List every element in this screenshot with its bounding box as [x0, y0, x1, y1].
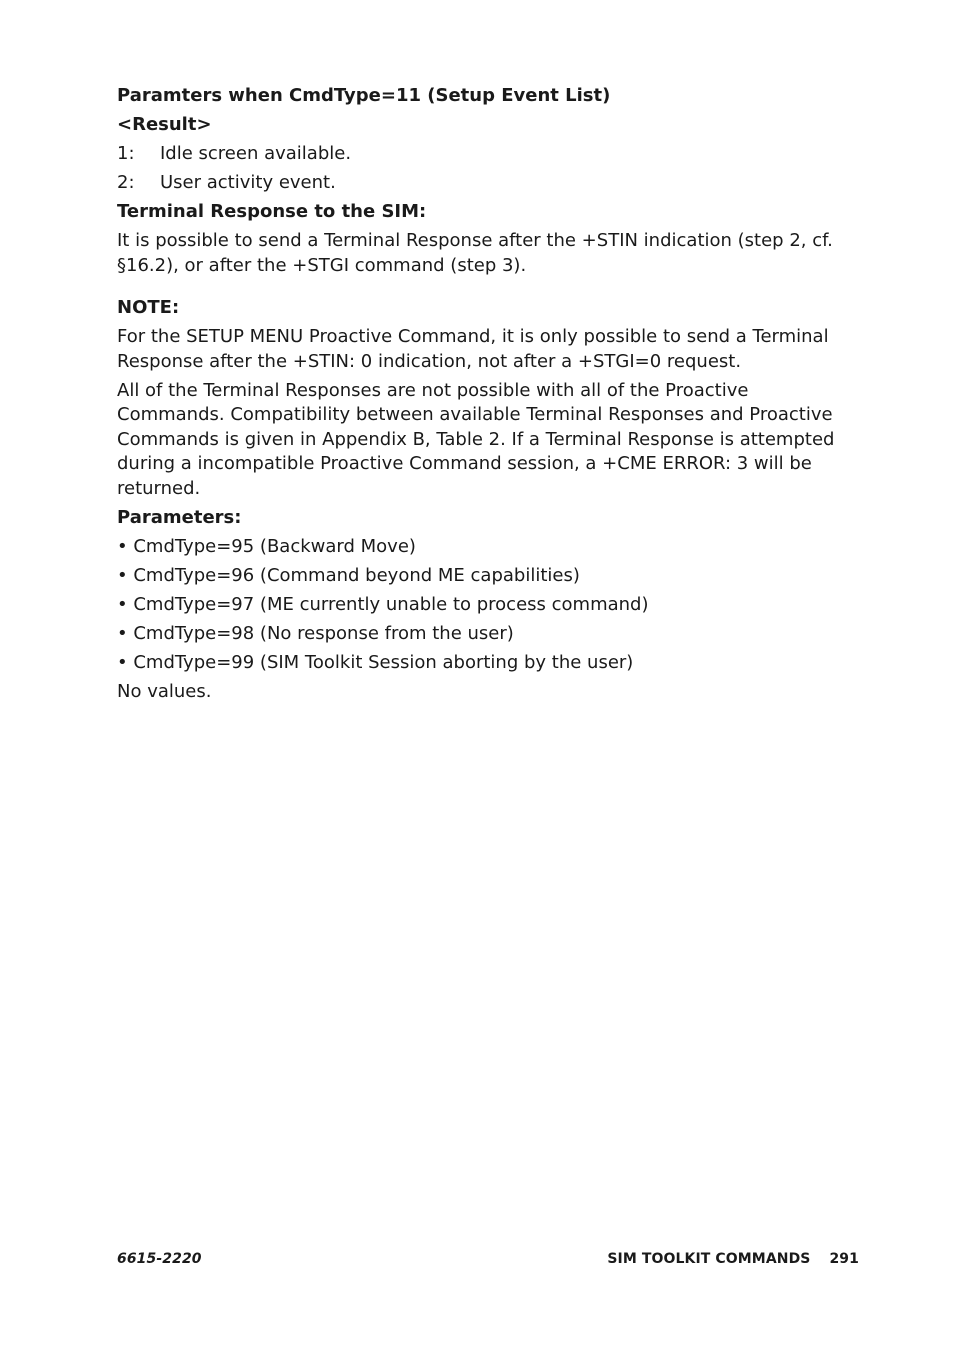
note-paragraph-2: All of the Terminal Responses are not possible with all of the Proactive Commands. Compatibility between available Terminal Responses and Proactive Commands is given in Appendix B, Table 2. If a Terminal Response is attempted during a incompatible Proactive Command session, a +CME ERROR: 3 will be returned.	[117, 379, 835, 499]
result-item	[117, 142, 842, 167]
result-number: 1:	[117, 143, 135, 164]
page-number: 291	[829, 1251, 859, 1267]
section-title: SIM TOOLKIT COMMANDS	[607, 1251, 811, 1267]
parameter-item: • CmdType=96 (Command beyond ME capabilities)	[117, 564, 580, 586]
document-number: 6615-2220	[117, 1251, 202, 1267]
note-heading: NOTE:	[117, 297, 180, 318]
page-content	[117, 84, 842, 709]
parameter-item: • CmdType=95 (Backward Move)	[117, 535, 416, 557]
parameters-heading: Parameters:	[117, 506, 242, 528]
result-label: <Result>	[117, 114, 212, 135]
page-footer	[117, 1251, 859, 1267]
parameter-item: • CmdType=97 (ME currently unable to process command)	[117, 593, 649, 615]
terminal-response-text: It is possible to send a Terminal Response after the +STIN indication (step 2, cf. §16.2), or after the +STGI command (step 3).	[117, 230, 833, 276]
no-values-text: No values.	[117, 680, 212, 702]
parameter-item: • CmdType=99 (SIM Toolkit Session aborting by the user)	[117, 651, 634, 673]
parameter-item: • CmdType=98 (No response from the user)	[117, 622, 514, 644]
terminal-response-heading: Terminal Response to the SIM:	[117, 201, 427, 222]
result-text: User activity event.	[160, 172, 336, 193]
section-heading: Paramters when CmdType=11 (Setup Event List)	[117, 85, 611, 106]
result-item	[117, 171, 842, 196]
result-number: 2:	[117, 172, 135, 193]
result-text: Idle screen available.	[160, 143, 352, 164]
note-paragraph-1: For the SETUP MENU Proactive Command, it is only possible to send a Terminal Response after the +STIN: 0 indication, not after a +STGI=0 request.	[117, 326, 829, 372]
footer-right	[607, 1251, 859, 1267]
